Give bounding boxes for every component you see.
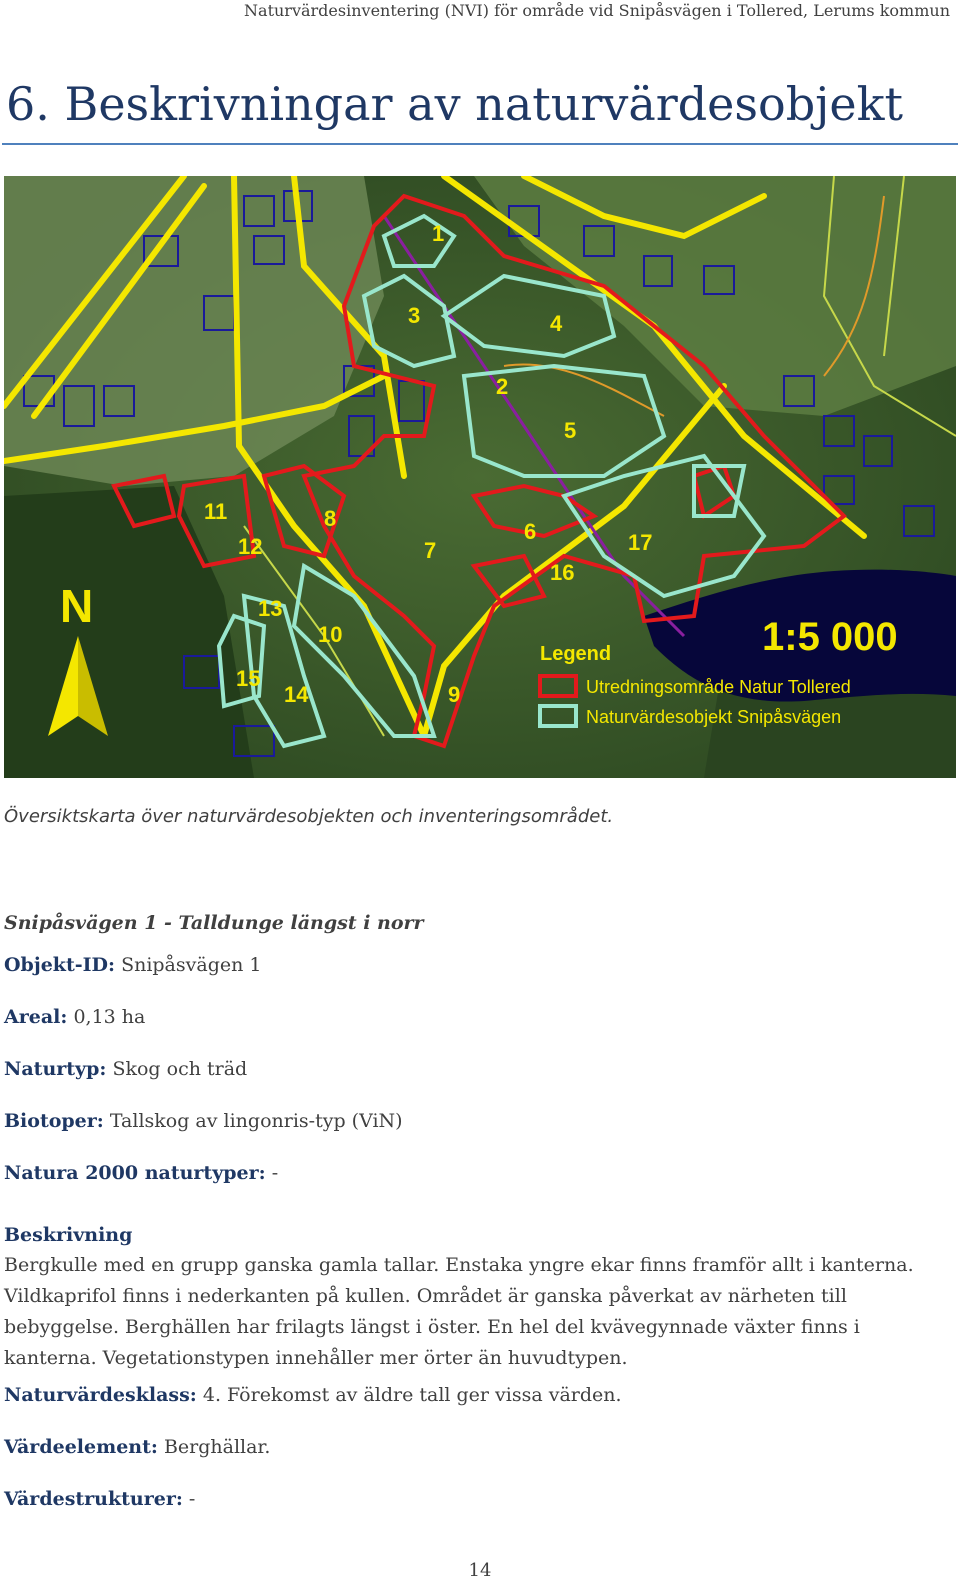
north-label: N bbox=[60, 580, 94, 632]
page-number: 14 bbox=[468, 1560, 492, 1581]
map-label: 11 bbox=[204, 499, 228, 524]
field-label: Naturvärdesklass: bbox=[4, 1384, 197, 1406]
legend-title: Legend bbox=[540, 643, 612, 665]
map-label: 16 bbox=[550, 560, 575, 585]
map-label: 3 bbox=[408, 303, 421, 328]
field-value: Snipåsvägen 1 bbox=[121, 954, 262, 976]
legend-label-study-area: Utredningsområde Natur Tollered bbox=[586, 677, 851, 697]
map-svg bbox=[4, 176, 956, 778]
map-label: 17 bbox=[628, 530, 653, 555]
field-value: 0,13 ha bbox=[73, 1006, 146, 1028]
map-label: 12 bbox=[238, 534, 263, 559]
field-label: Areal: bbox=[4, 1006, 68, 1028]
running-header: Naturvärdesinventering (NVI) för område vid Snipåsvägen i Tollered, Lerums kommun bbox=[244, 1, 950, 20]
map-label: 7 bbox=[424, 538, 437, 563]
field-biotoper bbox=[4, 1108, 403, 1134]
map-label: 14 bbox=[284, 682, 309, 707]
field-objekt-id bbox=[4, 952, 261, 978]
field-vardestrukturer bbox=[4, 1486, 195, 1512]
map-label: 1 bbox=[432, 221, 445, 246]
map-scale: 1:5 000 bbox=[762, 615, 898, 659]
field-value: Berghällar. bbox=[163, 1436, 271, 1458]
field-natura-2000 bbox=[4, 1160, 278, 1186]
field-label: Värdeelement: bbox=[4, 1436, 158, 1458]
map-label: 4 bbox=[550, 311, 563, 336]
description-label: Beskrivning bbox=[4, 1224, 133, 1246]
field-label: Objekt-ID: bbox=[4, 954, 116, 976]
field-vardeelement bbox=[4, 1434, 270, 1460]
map-label: 5 bbox=[564, 418, 577, 443]
field-value: - bbox=[271, 1162, 279, 1184]
map-label: 9 bbox=[448, 682, 461, 707]
title-rule bbox=[2, 143, 958, 145]
chapter-title: 6. Beskrivningar av naturvärdesobjekt bbox=[6, 77, 903, 131]
overview-map bbox=[4, 176, 956, 778]
field-value: Tallskog av lingonris-typ (ViN) bbox=[109, 1110, 403, 1132]
field-naturvardesklass bbox=[4, 1382, 622, 1408]
map-label: 10 bbox=[318, 622, 343, 647]
map-label: 6 bbox=[524, 519, 537, 544]
field-label: Värdestrukturer: bbox=[4, 1488, 183, 1510]
field-areal bbox=[4, 1004, 145, 1030]
field-label: Natura 2000 naturtyper: bbox=[4, 1162, 266, 1184]
map-label: 8 bbox=[324, 506, 337, 531]
map-label: 15 bbox=[236, 666, 261, 691]
field-label: Biotoper: bbox=[4, 1110, 104, 1132]
object-heading: Snipåsvägen 1 - Talldunge längst i norr bbox=[4, 912, 424, 934]
field-value: Skog och träd bbox=[112, 1058, 248, 1080]
description-text: Bergkulle med en grupp ganska gamla tallar. Enstaka yngre ekar finns framför allt i kanterna. Vildkaprifol finns i nederkanten på kullen. Området är ganska påverkat av närheten till bebyggelse. Berghällen har frilagts längst i öster. En hel del kvävegynnade växter finns i kanterna. Vegetationstypen innehåller mer örter än huvudtypen. bbox=[4, 1254, 914, 1369]
map-caption: Översiktskarta över naturvärdesobjekten och inventeringsområdet. bbox=[4, 806, 614, 827]
legend-label-value-object: Naturvärdesobjekt Snipåsvägen bbox=[586, 707, 842, 727]
field-naturtyp bbox=[4, 1056, 247, 1082]
field-value: - bbox=[188, 1488, 196, 1510]
map-label: 13 bbox=[258, 596, 283, 621]
field-label: Naturtyp: bbox=[4, 1058, 107, 1080]
field-value: 4. Förekomst av äldre tall ger vissa värden. bbox=[202, 1384, 622, 1406]
map-label: 2 bbox=[496, 374, 509, 399]
